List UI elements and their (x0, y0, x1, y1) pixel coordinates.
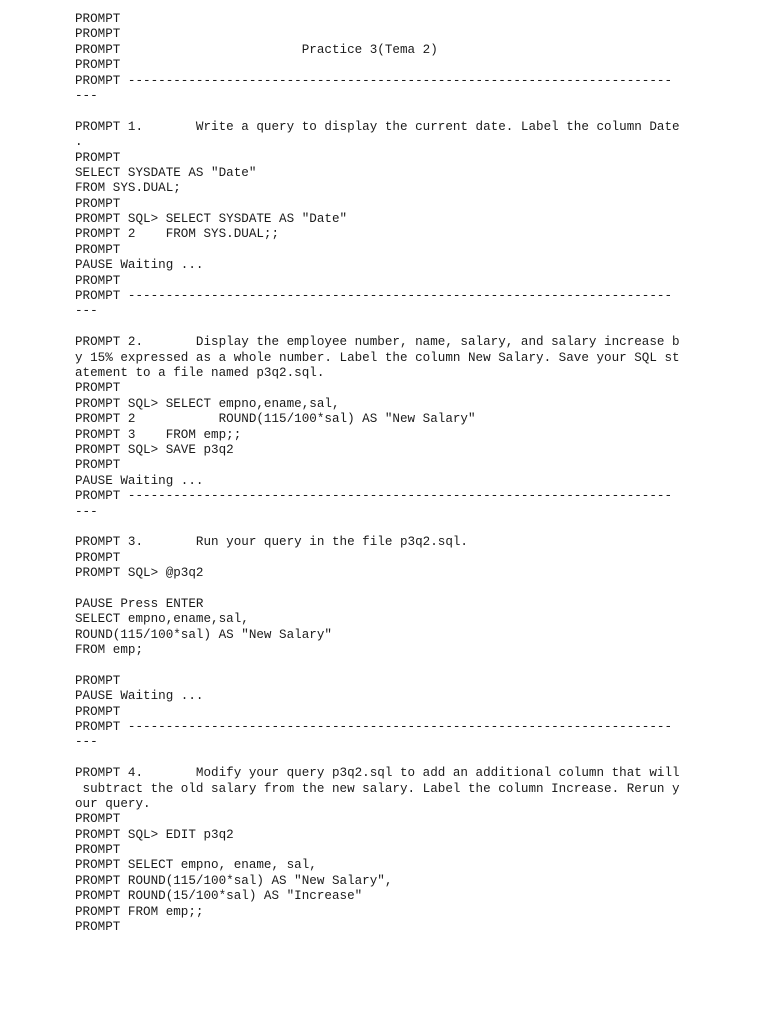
code-line: PROMPT SELECT empno, ename, sal, (75, 858, 317, 873)
question-4-line: our query. (75, 796, 151, 811)
text-line: PROMPT (75, 150, 121, 165)
separator-line: PROMPT ------------------------------------------------------------------------ (75, 73, 673, 88)
code-line: PROMPT ROUND(115/100*sal) AS "New Salary", (75, 873, 393, 888)
blank-line (75, 751, 755, 766)
title-line: PROMPT Practice 3(Tema 2) (75, 42, 438, 57)
script-document (75, 12, 755, 935)
text-line: PROMPT (75, 843, 121, 858)
code-line: PROMPT ROUND(15/100*sal) AS "Increase" (75, 889, 363, 904)
blank-line (75, 104, 755, 119)
pause-line: PAUSE Waiting ... (75, 689, 204, 704)
text-line: PROMPT (75, 673, 121, 688)
blank-line (75, 320, 755, 335)
code-line: PROMPT 2 ROUND(115/100*sal) AS "New Salary" (75, 412, 476, 427)
question-4-line: PROMPT 4. Modify your query p3q2.sql to add an additional column that will (75, 766, 680, 781)
text-line: PROMPT (75, 12, 121, 26)
text-line: PROMPT (75, 550, 121, 565)
pause-line: PAUSE Waiting ... (75, 258, 204, 273)
code-line: PROMPT 3 FROM emp;; (75, 427, 242, 442)
text-line: PROMPT (75, 273, 121, 288)
code-line: PROMPT SQL> SELECT empno,ename,sal, (75, 396, 340, 411)
text-line: PROMPT (75, 812, 121, 827)
separator-line: PROMPT ------------------------------------------------------------------------ (75, 489, 673, 504)
code-line: SELECT SYSDATE AS "Date" (75, 165, 257, 180)
code-line: FROM SYS.DUAL; (75, 181, 181, 196)
question-3-line: PROMPT 3. Run your query in the file p3q2.sql. (75, 535, 468, 550)
code-line: PROMPT 2 FROM SYS.DUAL;; (75, 227, 280, 242)
code-line: SELECT empno,ename,sal, (75, 612, 249, 627)
text-line: PROMPT (75, 196, 121, 211)
code-line: PROMPT SQL> EDIT p3q2 (75, 827, 234, 842)
question-1-line: . (75, 135, 83, 150)
text-line: PROMPT (75, 242, 121, 257)
code-line: PROMPT FROM emp;; (75, 904, 204, 919)
question-4-line: subtract the old salary from the new salary. Label the column Increase. Rerun y (75, 781, 680, 796)
separator-line: --- (75, 735, 98, 750)
blank-line (75, 658, 755, 673)
code-line: PROMPT SQL> SAVE p3q2 (75, 442, 234, 457)
question-1-line: PROMPT 1. Write a query to display the current date. Label the column Date (75, 119, 680, 134)
separator-line: PROMPT ------------------------------------------------------------------------ (75, 719, 673, 734)
text-line: PROMPT (75, 381, 121, 396)
separator-line: --- (75, 504, 98, 519)
text-line: PROMPT (75, 27, 121, 42)
text-line: PROMPT (75, 458, 121, 473)
blank-line (75, 520, 755, 535)
separator-line: --- (75, 304, 98, 319)
question-2-line: atement to a file named p3q2.sql. (75, 365, 325, 380)
code-line: PROMPT SQL> SELECT SYSDATE AS "Date" (75, 212, 348, 227)
pause-line: PAUSE Waiting ... (75, 473, 204, 488)
separator-line: PROMPT ------------------------------------------------------------------------ (75, 289, 673, 304)
question-2-line: y 15% expressed as a whole number. Label the column New Salary. Save your SQL st (75, 350, 680, 365)
code-line: FROM emp; (75, 643, 144, 658)
blank-line (75, 581, 755, 596)
code-line: ROUND(115/100*sal) AS "New Salary" (75, 627, 332, 642)
pause-line: PAUSE Press ENTER (75, 596, 204, 611)
question-2-line: PROMPT 2. Display the employee number, name, salary, and salary increase b (75, 335, 680, 350)
text-line: PROMPT (75, 58, 121, 73)
text-line: PROMPT (75, 704, 121, 719)
text-line: PROMPT (75, 920, 121, 935)
code-line: PROMPT SQL> @p3q2 (75, 566, 204, 581)
separator-line: --- (75, 88, 98, 103)
